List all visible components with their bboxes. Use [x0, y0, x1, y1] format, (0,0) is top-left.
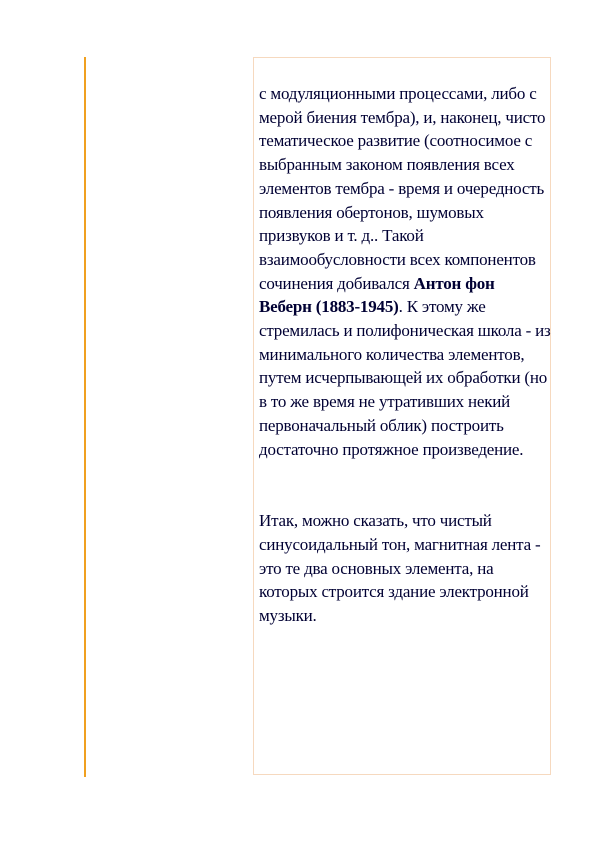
- left-margin-rule: [84, 57, 86, 777]
- paragraph-2: Итак, можно сказать, что чистый синусоидальный тон, магнитная лента - это те два основных элемента, на которых строится здание электронной музыки.: [259, 511, 541, 626]
- paragraph-1-lead: с модуляционными процессами, либо с мерой биения тембра), и, наконец, чисто тематическое развитие (соотносимое с выбранным законом появления всех элементов тембра - время и очередность появления обертонов, шумовых призвуков и т. д.. Такой взаимообусловности всех компонентов сочинения добивался: [259, 84, 546, 293]
- paragraph-1: [259, 82, 551, 461]
- composer-name-bold: Антон фон Веберн (1883-1945): [259, 273, 495, 317]
- main-text-column: [259, 82, 551, 628]
- paragraph-1-tail: . К этому же стремилась и полифоническая школа - из минимального количества элементов, путем исчерпывающей их обработки (но в то же время не утративших некий первоначальный облик) построить достаточно протяжное произведение.: [259, 297, 551, 459]
